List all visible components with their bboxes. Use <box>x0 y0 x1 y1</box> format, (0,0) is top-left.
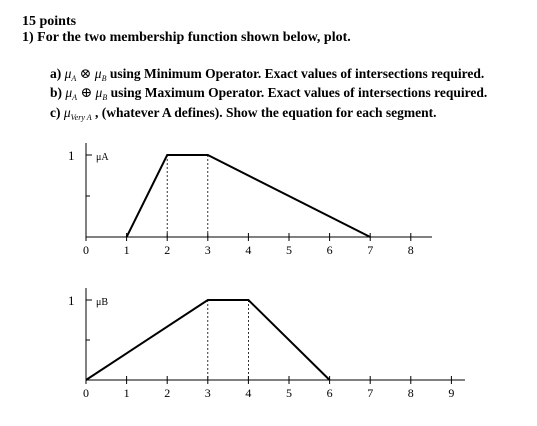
mu-a-x-tick-label-8: 8 <box>407 243 414 257</box>
mu-a-x-tick-label-1: 1 <box>123 243 130 257</box>
item-a-mu-a: μ <box>64 66 72 81</box>
item-c-mu: μ <box>63 105 71 120</box>
item-a-sub-b: B <box>101 74 107 83</box>
mu-b-x-tick-label-8: 8 <box>407 386 414 400</box>
mu-a-x-tick-label-0: 0 <box>83 243 89 257</box>
mu-b-x-tick-label-5: 5 <box>286 386 292 400</box>
mu-a-x-tick-label-4: 4 <box>245 243 252 257</box>
oplus-operator: ⊕ <box>80 86 93 101</box>
mu-b-y-tick-label: 1 <box>68 293 75 308</box>
mu-a-x-tick-label-2: 2 <box>164 243 171 257</box>
mu-a-membership-line <box>127 155 371 237</box>
mu-b-x-tick-label-7: 7 <box>367 386 374 400</box>
mu-b-x-tick-label-3: 3 <box>204 386 211 400</box>
mu-a-x-tick-label-5: 5 <box>286 243 292 257</box>
item-b-mu-a: μ <box>65 85 73 100</box>
points-label: 15 points <box>22 14 77 29</box>
mu-a-x-tick-label-7: 7 <box>367 243 374 257</box>
item-a-sub-a: A <box>71 74 77 83</box>
item-b-sub-a: A <box>72 93 78 102</box>
mu-b-x-tick-label-0: 0 <box>83 386 89 400</box>
item-c-label: c) <box>50 105 61 120</box>
mu-b-x-tick-label-9: 9 <box>448 386 455 400</box>
otimes-operator: ⊗ <box>79 67 92 82</box>
mu-b-x-tick-label-2: 2 <box>164 386 171 400</box>
item-a-mu-b: μ <box>94 66 102 81</box>
question-text: 1) For the two membership function shown below, plot. <box>22 30 351 45</box>
mu-a-x-tick-label-3: 3 <box>204 243 211 257</box>
item-a-text: using Minimum Operator. Exact values of intersections required. <box>109 66 485 81</box>
item-b-mu-b: μ <box>95 85 103 100</box>
mu-b-x-tick-label-6: 6 <box>326 386 333 400</box>
mu-b-series-label: μB <box>96 297 109 308</box>
mu-a-y-tick-label: 1 <box>68 148 75 163</box>
item-b-label: b) <box>50 85 63 100</box>
mu-a-series-label: μA <box>96 152 109 163</box>
item-b-sub-b: B <box>102 93 108 102</box>
mu-a-x-tick-label-6: 6 <box>326 243 333 257</box>
item-a-label: a) <box>50 66 62 81</box>
item-b-text: using Maximum Operator. Exact values of intersections required. <box>110 85 488 100</box>
item-c-text: , (whatever A defines). Show the equation for each segment. <box>95 105 437 120</box>
mu-b-x-tick-label-1: 1 <box>123 386 130 400</box>
item-c-sub: Very A <box>70 113 92 122</box>
mu-b-x-tick-label-4: 4 <box>245 386 252 400</box>
